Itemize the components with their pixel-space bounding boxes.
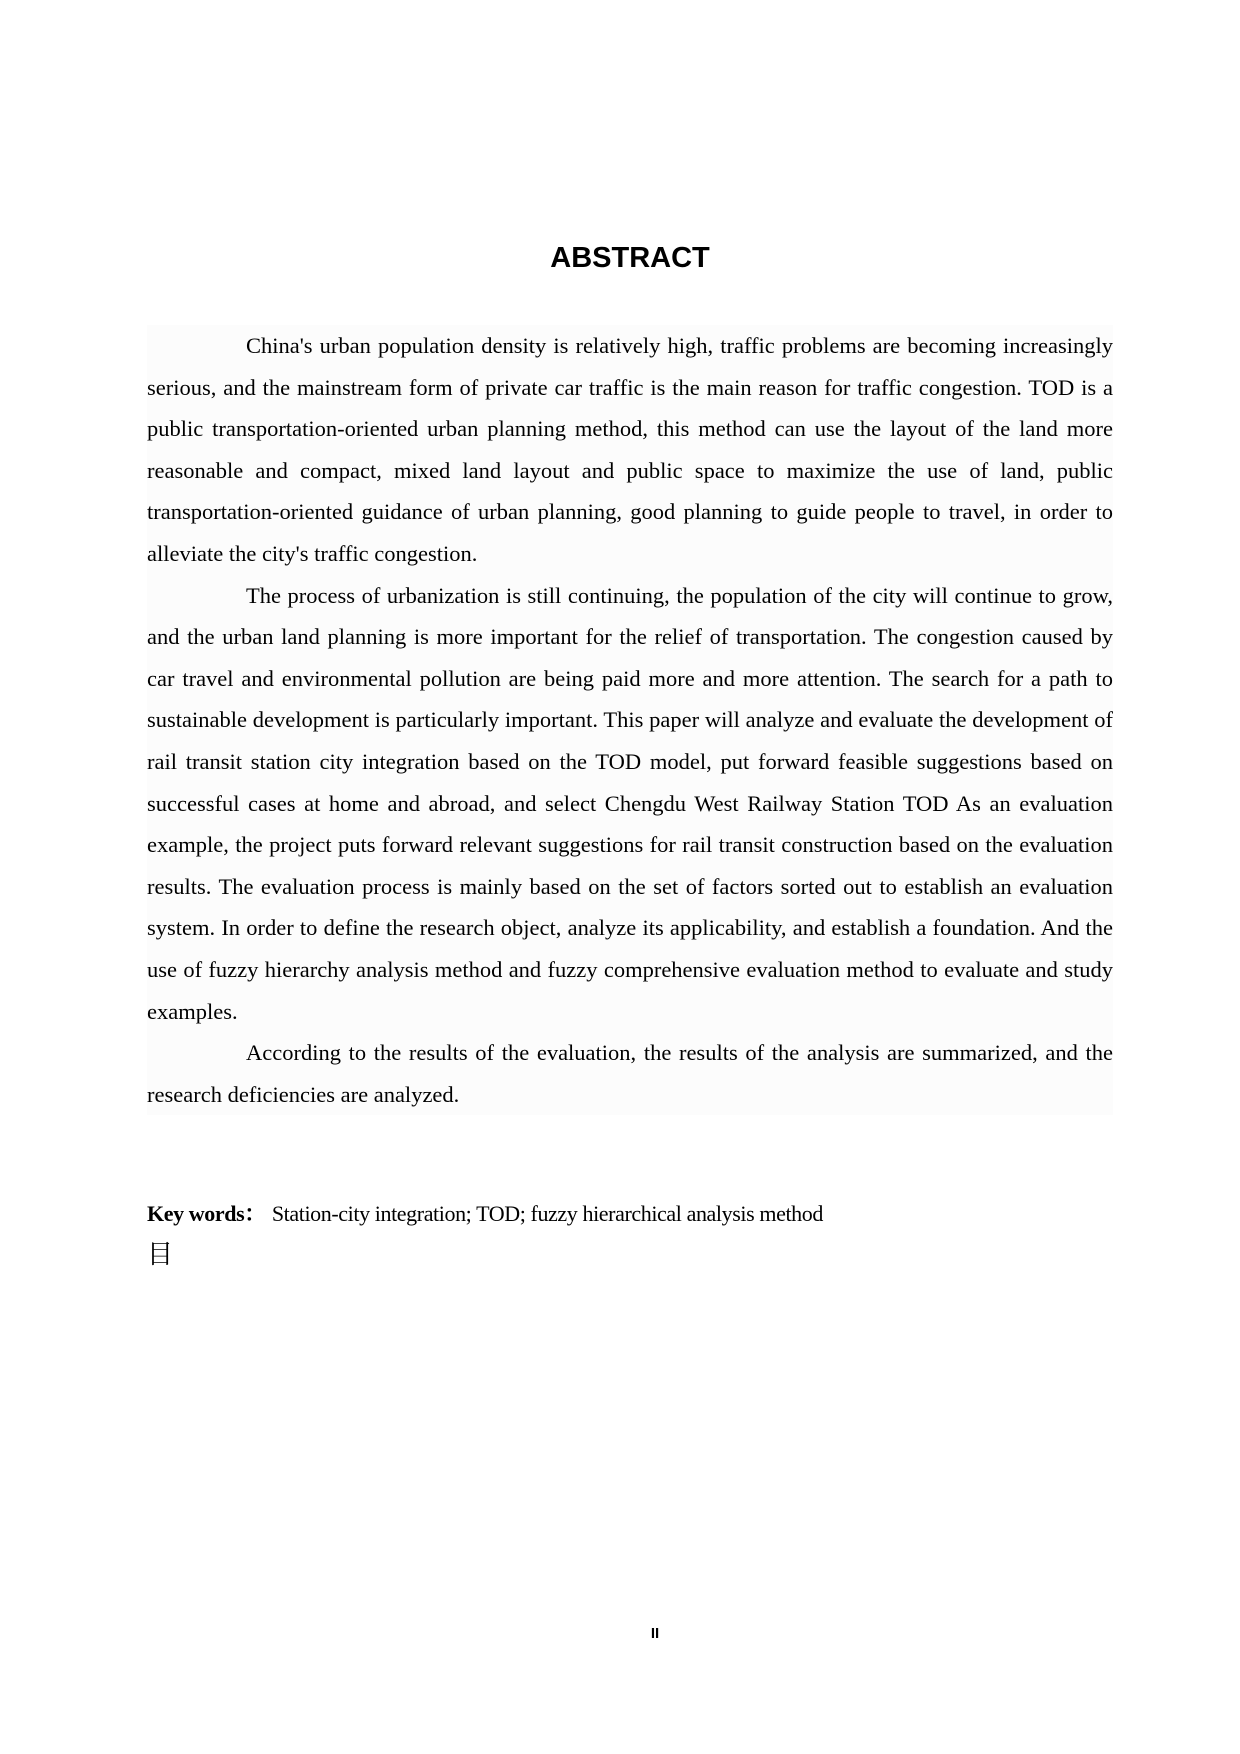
keywords-label: Key words： (147, 1201, 266, 1226)
abstract-paragraph-1: China's urban population density is relatively high, traffic problems are becoming increasingly serious, and the mainstream form of private car traffic is the main reason for traffic congestion. TOD is a public transportation-oriented urban planning method, this method can use the layout of the land more reasonable and compact, mixed land layout and public space to maximize the use of land, public transportation-oriented guidance of urban planning, good planning to guide people to travel, in order to alleviate the city's traffic congestion. (147, 333, 1113, 566)
table-of-contents-fragment: 目 (147, 1240, 174, 1270)
keywords-line (147, 1196, 823, 1232)
page-number: II (650, 1625, 660, 1642)
abstract-paragraph-3: According to the results of the evaluation, the results of the analysis are summarized, and the research deficiencies are analyzed. (147, 1040, 1113, 1107)
abstract-paragraph-2: The process of urbanization is still continuing, the population of the city will continue to grow, and the urban land planning is more important for the relief of transportation. The congestion caused by car travel and environmental pollution are being paid more and more attention. The search for a path to sustainable development is particularly important. This paper will analyze and evaluate the development of rail transit station city integration based on the TOD model, put forward feasible suggestions based on successful cases at home and abroad, and select Chengdu West Railway Station TOD As an evaluation example, the project puts forward relevant suggestions for rail transit construction based on the evaluation results. The evaluation process is mainly based on the set of factors sorted out to establish an evaluation system. In order to define the research object, analyze its applicability, and establish a foundation. And the use of fuzzy hierarchy analysis method and fuzzy comprehensive evaluation method to evaluate and study examples. (147, 582, 1113, 1024)
abstract-body (147, 325, 1113, 1115)
keywords-value: Station-city integration; TOD; fuzzy hierarchical analysis method (271, 1201, 823, 1226)
abstract-title: ABSTRACT (550, 242, 710, 274)
